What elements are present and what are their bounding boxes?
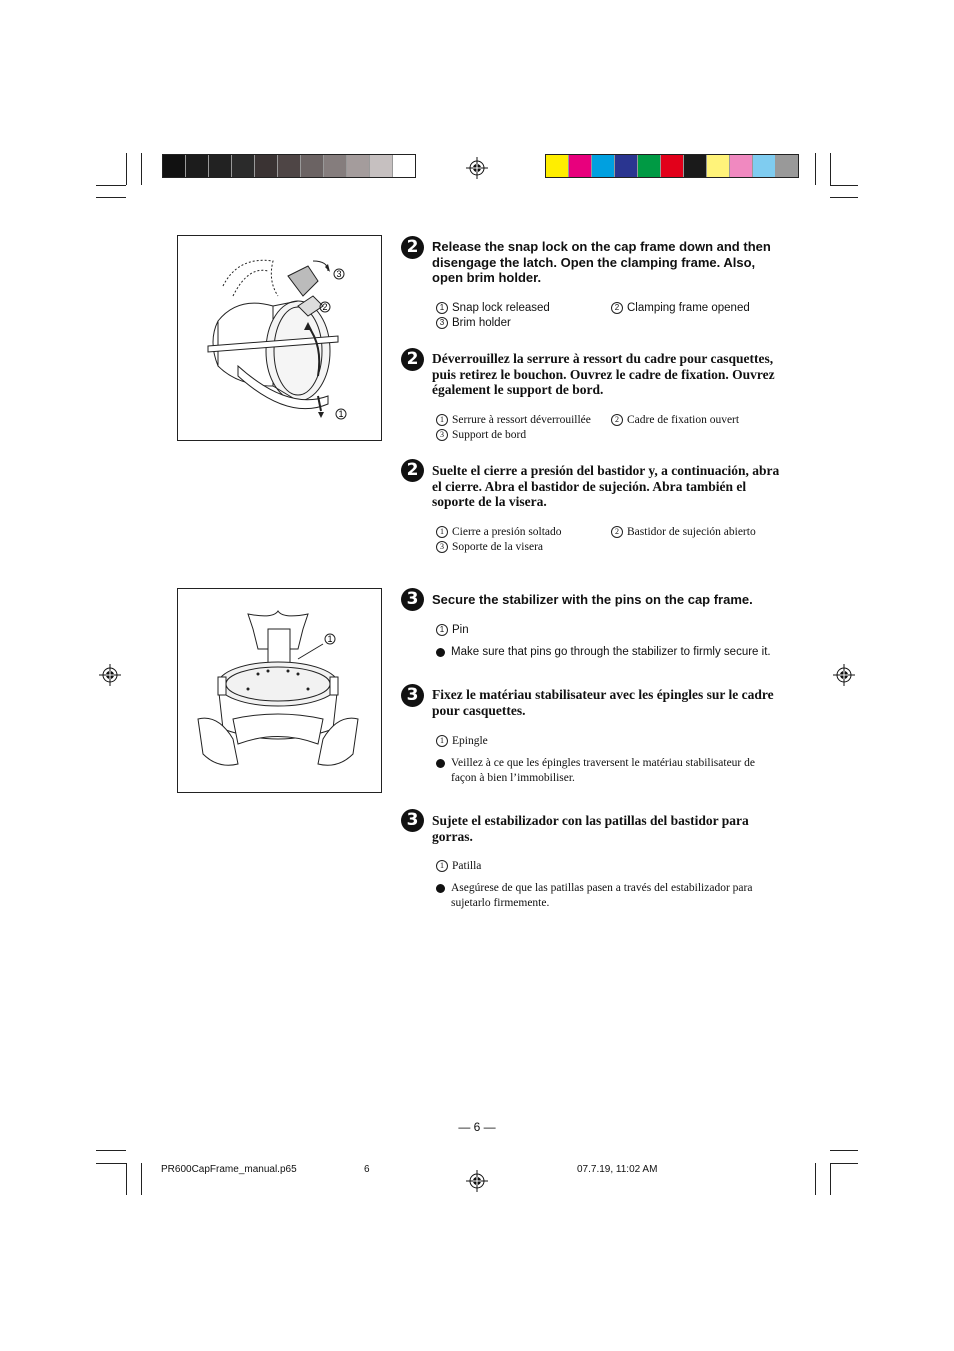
cap-frame-illustration — [178, 236, 381, 440]
step2-fr-item-1: 1 Serrure à ressort déverrouillée — [436, 413, 591, 428]
registration-mark-icon — [99, 664, 121, 686]
figure2-label-1: 1 — [327, 634, 333, 644]
color-swatch — [186, 155, 209, 177]
color-swatch — [707, 155, 730, 177]
step3-fr-title: Fixez le matériau stabilisateur avec les épingles sur le cadre pour casquettes. — [432, 687, 774, 718]
color-swatch — [592, 155, 615, 177]
step2-en-title: Release the snap lock on the cap frame down and then disengage the latch. Open the clamping frame. Also, open brim holder. — [432, 239, 771, 285]
step2-fr-title: Déverrouillez la serrure à ressort du cadre pour casquettes, puis retirez le bouchon. Ouvrez le cadre de fixation. Ouvrez également le support de bord. — [432, 351, 775, 397]
step-number-badge: 3 — [401, 588, 424, 611]
crop-mark — [830, 185, 858, 186]
crop-mark — [96, 1150, 126, 1151]
step2-es-title: Suelte el cierre a presión del bastidor y, a continuación, abra el cierre. Abra el bastidor de sujeción. Abra también el soporte de la visera. — [432, 463, 780, 509]
step2-en-item-2: 2 Clamping frame opened — [611, 301, 750, 316]
crop-mark — [830, 153, 831, 185]
color-swatch — [661, 155, 684, 177]
step3-fr-note: Veillez à ce que les épingles traversent le matériau stabilisateur de façon à bien l’immobiliser. — [451, 757, 755, 784]
color-swatch — [753, 155, 776, 177]
step3-es-note: Asegúrese de que las patillas pasen a través del estabilizador para sujetarlo firmemente. — [451, 882, 753, 909]
page-number: — 6 — — [458, 1120, 496, 1134]
step-number-badge: 2 — [401, 459, 424, 482]
step-number-badge: 2 — [401, 236, 424, 259]
registration-mark-icon — [833, 664, 855, 686]
crop-mark — [830, 1163, 858, 1164]
footer-date: 07.7.19, 11:02 AM — [577, 1164, 658, 1175]
step-number-badge: 2 — [401, 348, 424, 371]
color-swatch — [638, 155, 661, 177]
footer-page: 6 — [364, 1164, 370, 1175]
step3-es-title: Sujete el estabilizador con las patillas del bastidor para gorras. — [432, 813, 749, 844]
color-swatch — [301, 155, 324, 177]
step3-en-item-1: 1 Pin — [436, 623, 469, 638]
color-swatch — [393, 155, 415, 177]
step-number-badge: 3 — [401, 684, 424, 707]
grayscale-bar — [162, 154, 416, 178]
color-bar — [545, 154, 799, 178]
step3-es-item-1: 1 Patilla — [436, 859, 481, 874]
figure-stabilizer-pins — [177, 588, 382, 793]
step2-fr-item-3: 3 Support de bord — [436, 428, 526, 443]
color-swatch — [684, 155, 707, 177]
color-swatch — [776, 155, 798, 177]
step2-es-item-3: 3 Soporte de la visera — [436, 540, 543, 555]
registration-mark-icon — [466, 1170, 488, 1192]
color-swatch — [569, 155, 592, 177]
step2-es-item-1: 1 Cierre a presión soltado — [436, 525, 562, 540]
step3-en-title: Secure the stabilizer with the pins on the cap frame. — [432, 592, 753, 607]
figure1-label-3: 3 — [336, 269, 342, 279]
color-swatch — [163, 155, 186, 177]
crop-mark — [830, 1163, 831, 1195]
figure1-label-1: 1 — [338, 409, 344, 419]
figure-cap-frame-open — [177, 235, 382, 441]
color-swatch — [370, 155, 393, 177]
figure1-label-2: 2 — [322, 302, 328, 312]
stabilizer-illustration — [178, 589, 381, 792]
crop-mark — [141, 1163, 142, 1195]
bullet-icon — [436, 648, 445, 657]
color-swatch — [730, 155, 753, 177]
step3-fr-item-1: 1 Epingle — [436, 734, 488, 749]
color-swatch — [209, 155, 232, 177]
color-swatch — [255, 155, 278, 177]
crop-mark — [815, 1163, 816, 1195]
crop-mark — [96, 185, 126, 186]
color-swatch — [232, 155, 255, 177]
color-swatch — [324, 155, 347, 177]
color-swatch — [615, 155, 638, 177]
bullet-icon — [436, 884, 445, 893]
crop-mark — [830, 1150, 858, 1151]
step2-en-item-1: 1 Snap lock released — [436, 301, 550, 316]
step2-en-item-3: 3 Brim holder — [436, 316, 511, 331]
crop-mark — [141, 153, 142, 185]
step3-en-note: Make sure that pins go through the stabilizer to firmly secure it. — [451, 646, 771, 658]
crop-mark — [96, 1163, 126, 1164]
crop-mark — [126, 153, 127, 185]
color-swatch — [546, 155, 569, 177]
crop-mark — [96, 197, 126, 198]
crop-mark — [830, 197, 858, 198]
color-swatch — [278, 155, 301, 177]
crop-mark — [126, 1163, 127, 1195]
color-swatch — [347, 155, 370, 177]
registration-mark-icon — [466, 157, 488, 179]
footer-filename: PR600CapFrame_manual.p65 — [161, 1164, 297, 1175]
crop-mark — [815, 153, 816, 185]
bullet-icon — [436, 759, 445, 768]
step-number-badge: 3 — [401, 809, 424, 832]
step2-es-item-2: 2 Bastidor de sujeción abierto — [611, 525, 756, 540]
step2-fr-item-2: 2 Cadre de fixation ouvert — [611, 413, 739, 428]
